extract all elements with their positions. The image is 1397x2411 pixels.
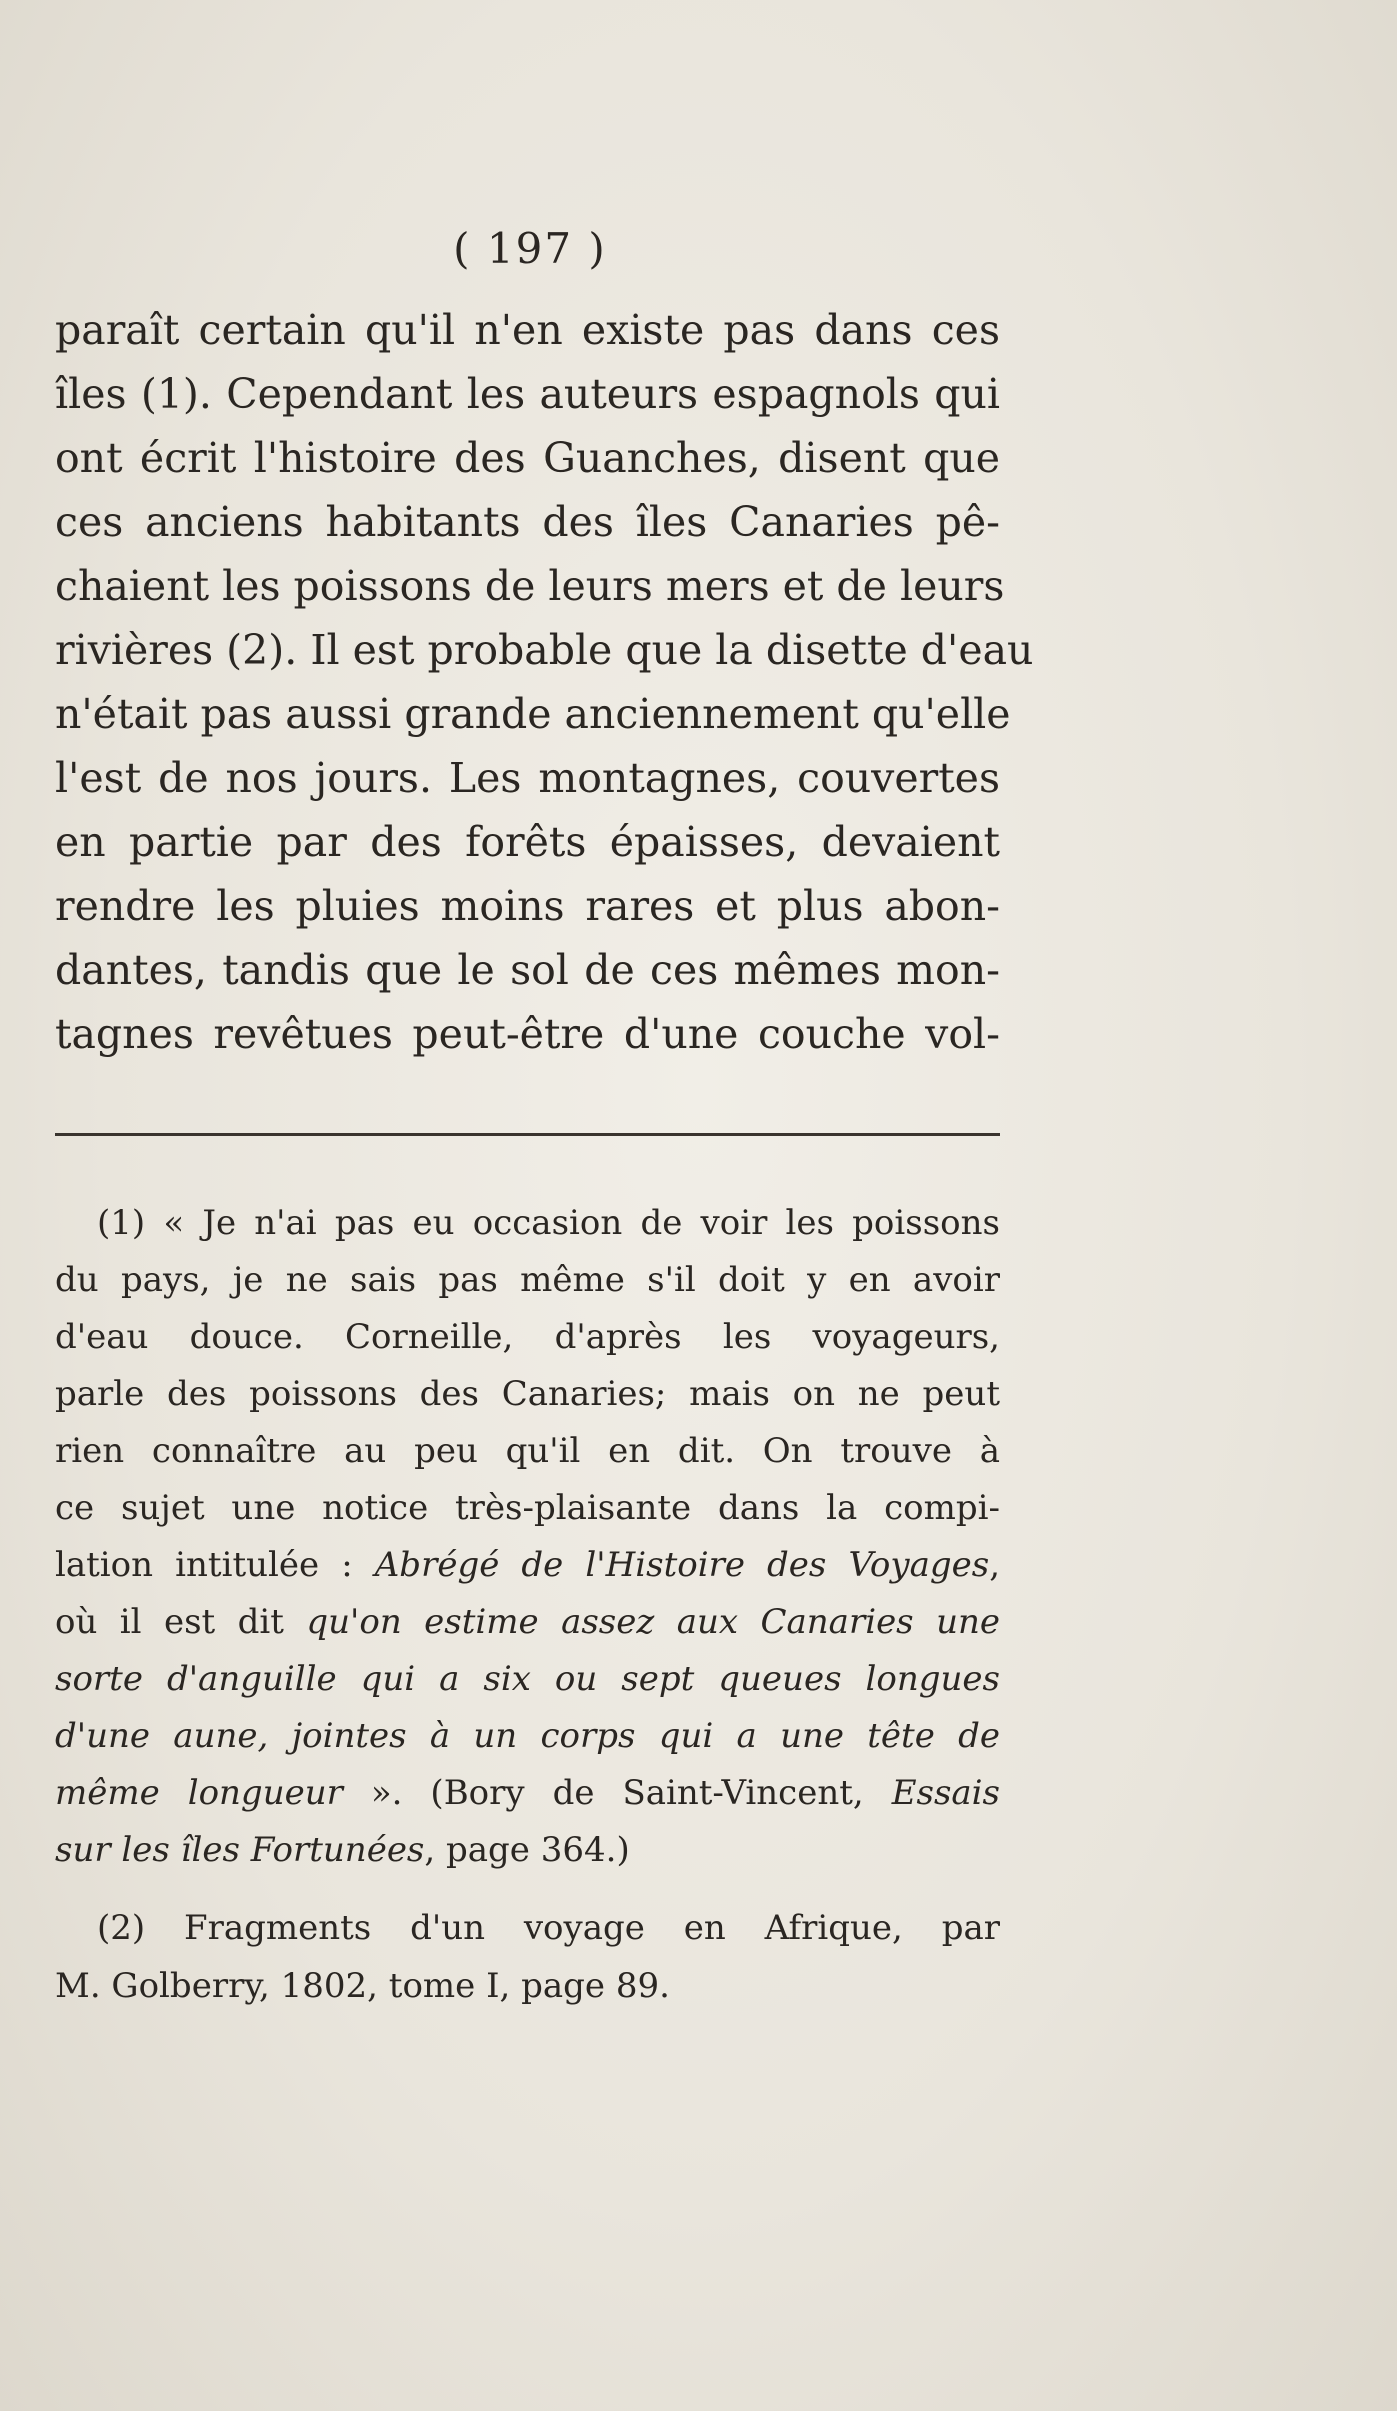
footnote-line: rien connaître au peu qu'il en dit. On trouve à (55, 1431, 1000, 1471)
body-line: îles (1). Cependant les auteurs espagnols qui (55, 370, 1000, 418)
footnote-line: du pays, je ne sais pas même s'il doit y en avoir (55, 1260, 1000, 1300)
book-title-italic: sur les îles Fortunées (55, 1830, 425, 1870)
body-line: chaient les poissons de leurs mers et de leurs (55, 562, 1005, 610)
quote-italic: qu'on estime assez aux Canaries une (306, 1602, 1000, 1642)
footnote-line (55, 1765, 1000, 1822)
quote-italic: d'une aune, jointes à un corps qui a une tête de (55, 1716, 1000, 1756)
footnote-text: où il est dit (55, 1602, 307, 1642)
footnote-text: ». (Bory de Saint-Vincent, (342, 1773, 892, 1813)
footnote-line: d'eau douce. Corneille, d'après les voyageurs, (55, 1317, 1000, 1357)
quote-italic: sorte d'anguille qui a six ou sept queues longues (55, 1659, 1000, 1699)
footnote-line: (1) « Je n'ai pas eu occasion de voir les poissons (97, 1203, 1000, 1243)
footnote-line (55, 1537, 1000, 1594)
footnote-line (55, 1651, 1000, 1708)
footnote-line (55, 1594, 1000, 1651)
body-line: l'est de nos jours. Les montagnes, couvertes (55, 754, 1000, 802)
footnote-line: (2) Fragments d'un voyage en Afrique, par (97, 1908, 1000, 1948)
body-line: en partie par des forêts épaisses, devaient (55, 818, 1000, 866)
body-text (55, 298, 1034, 1066)
body-line: paraît certain qu'il n'en existe pas dans ces (55, 306, 1000, 354)
footnote-divider (55, 1133, 1000, 1136)
body-line: n'était pas aussi grande anciennement qu'elle (55, 690, 1011, 738)
footnote-text: , page 364.) (424, 1830, 630, 1870)
book-title-italic: Essais (891, 1773, 1000, 1813)
footnotes (55, 1195, 1000, 2015)
footnote-2 (55, 1899, 1000, 2015)
body-line: rivières (2). Il est probable que la disette d'eau (55, 626, 1034, 674)
book-title-italic: Abrégé de l'Histoire des Voyages (374, 1545, 990, 1585)
body-line: rendre les pluies moins rares et plus abon- (55, 882, 1000, 930)
footnote-line: M. Golberry, 1802, tome I, page 89. (55, 1966, 670, 2006)
footnote-line: parle des poissons des Canaries; mais on ne peut (55, 1374, 1000, 1414)
footnote-text: lation intitulée : (55, 1545, 375, 1585)
body-line: ces anciens habitants des îles Canaries pê- (55, 498, 1000, 546)
body-line: ont écrit l'histoire des Guanches, disent que (55, 434, 1000, 482)
footnote-text: , (989, 1545, 1000, 1585)
page-number: ( 197 ) (453, 224, 607, 273)
quote-italic: même longueur (55, 1773, 343, 1813)
body-line: tagnes revêtues peut-être d'une couche vol- (55, 1010, 1000, 1058)
footnote-line (55, 1822, 1000, 1879)
body-line: dantes, tandis que le sol de ces mêmes mon- (55, 946, 1000, 994)
footnote-line (55, 1708, 1000, 1765)
footnote-line: ce sujet une notice très-plaisante dans la compi- (55, 1488, 1000, 1528)
footnote-1 (55, 1195, 1000, 1879)
